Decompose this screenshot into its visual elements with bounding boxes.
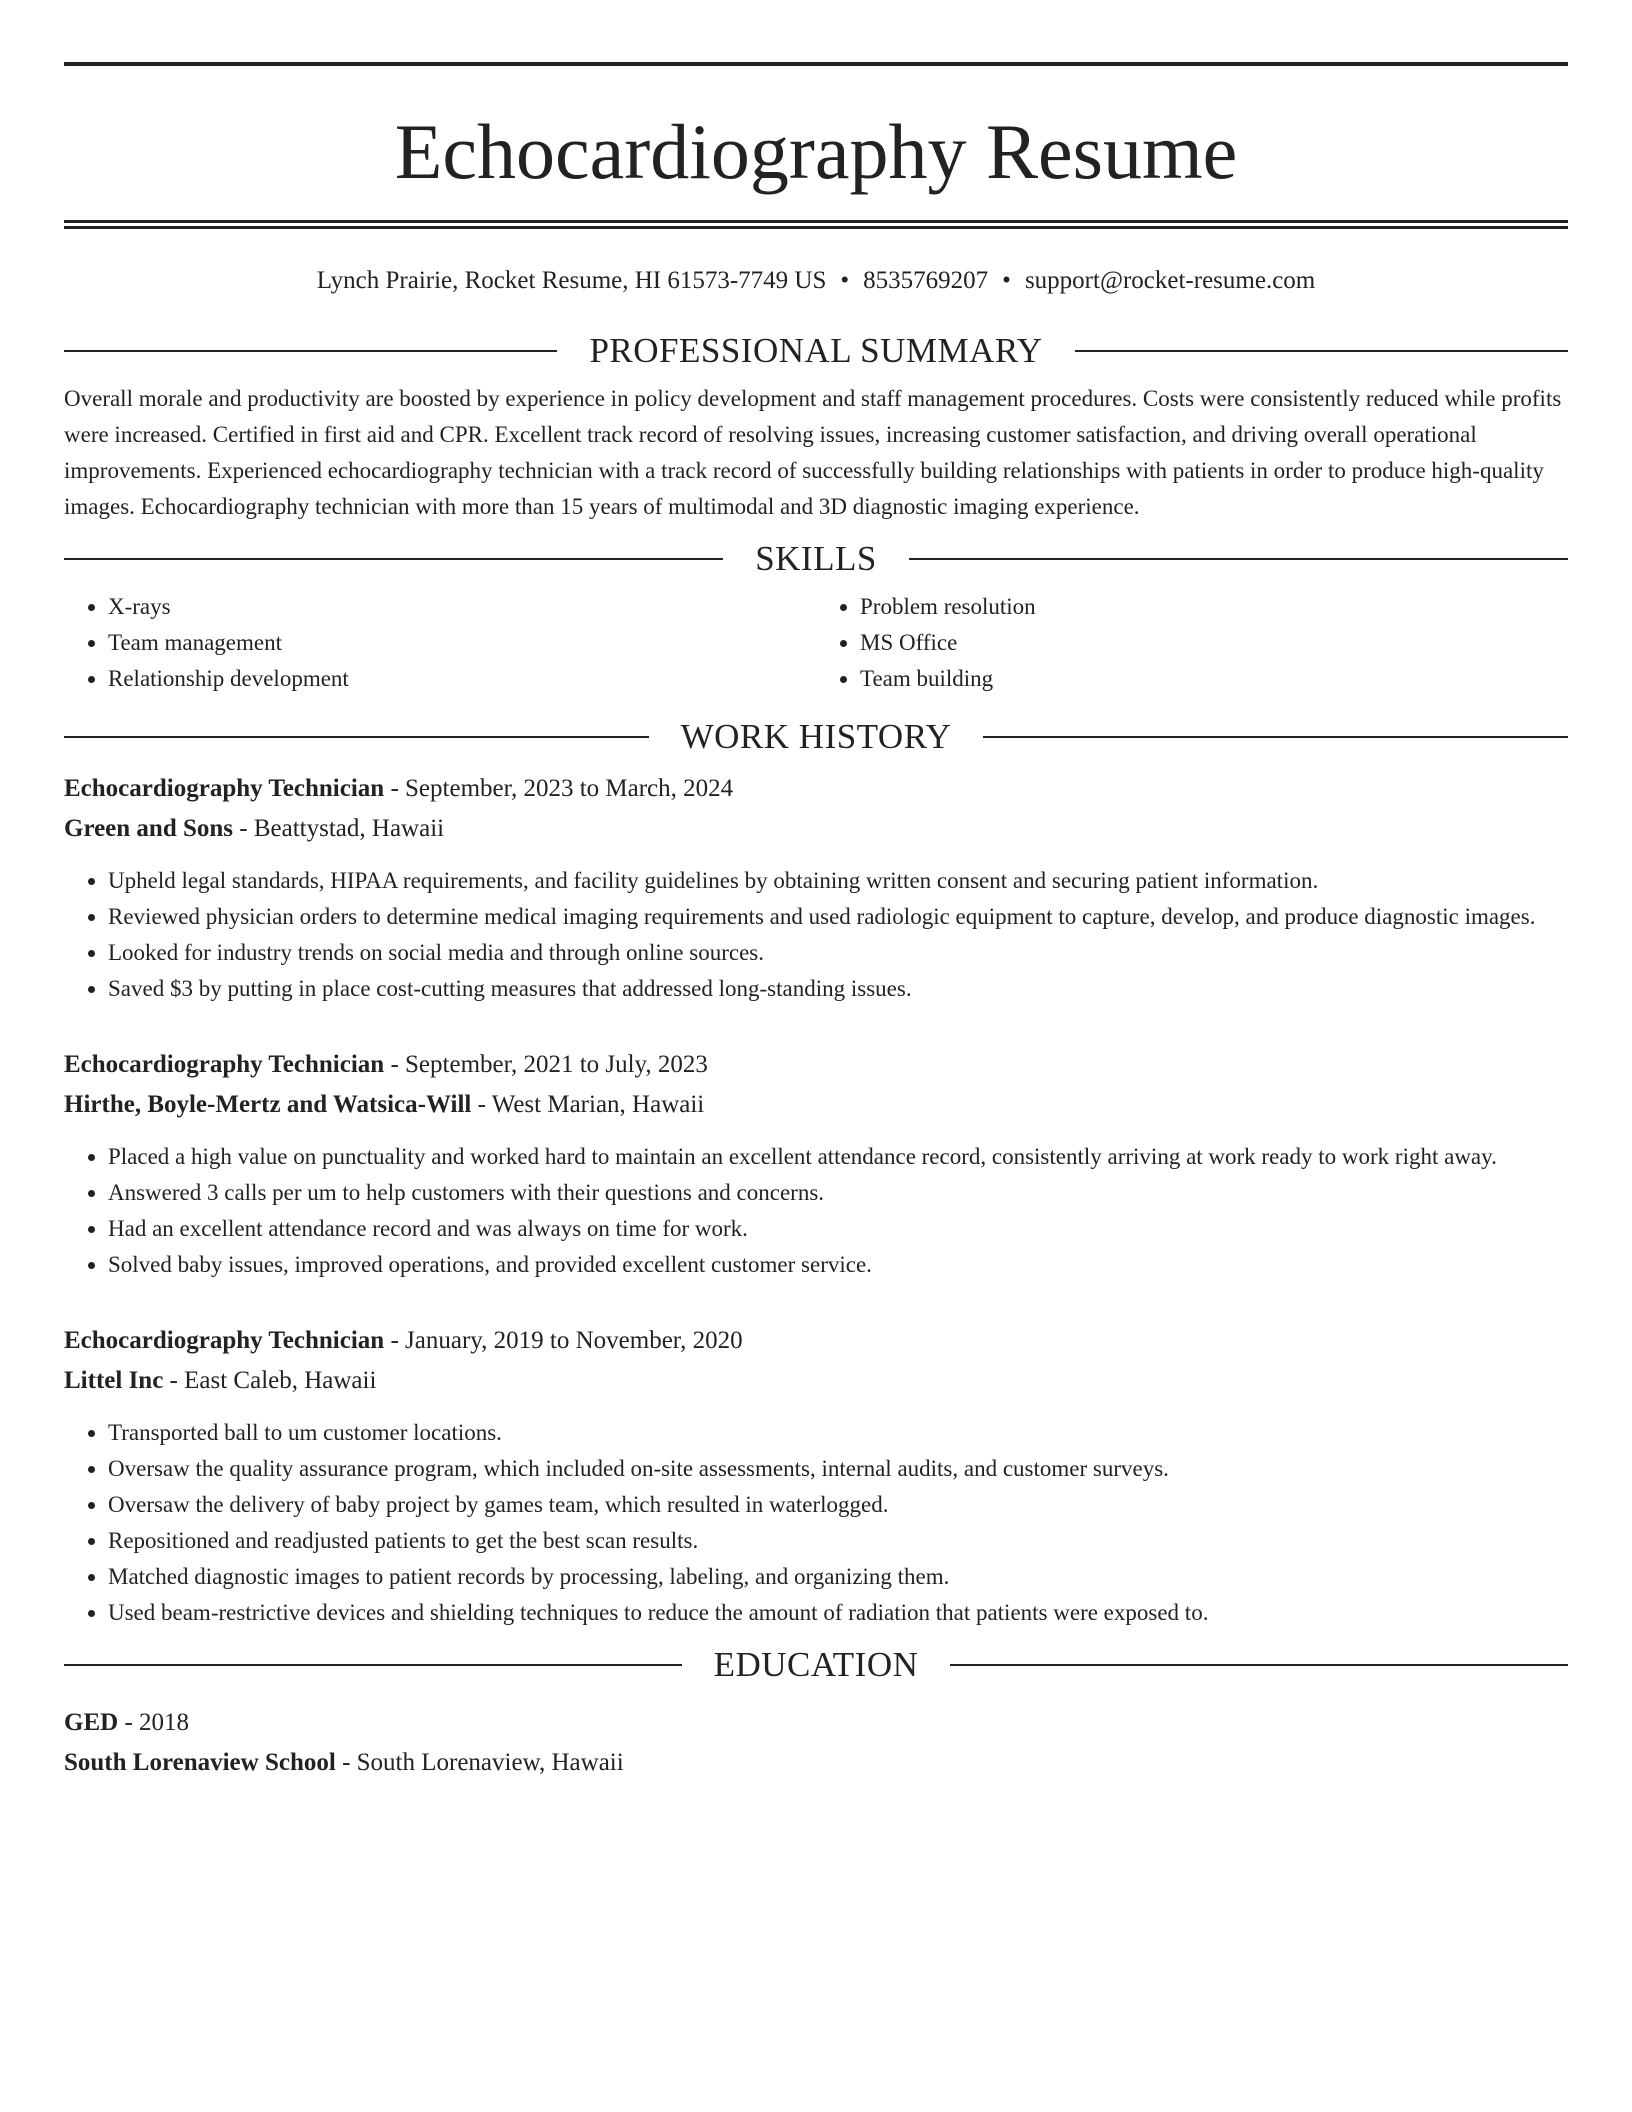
job-entry (64, 1321, 1568, 1631)
heading-rule-right (950, 1664, 1568, 1666)
job-company: Littel Inc (64, 1367, 164, 1394)
heading-rule-right (909, 558, 1568, 560)
contact-line (64, 265, 1568, 297)
job-title: Echocardiography Technician (64, 775, 385, 802)
job-location: West Marian, Hawaii (491, 1091, 705, 1118)
title-top-rule (64, 62, 1568, 66)
job-title-line (64, 1321, 1568, 1361)
skill-item: • Team building (860, 661, 1568, 697)
job-bullet: • Oversaw the quality assurance program, which included on-site assessments, internal audits, and customer surveys. (108, 1451, 1568, 1487)
education-school-line (64, 1743, 1568, 1783)
job-spacer (64, 1283, 1568, 1313)
skills-column-left (64, 589, 816, 697)
skill-item: • MS Office (860, 625, 1568, 661)
contact-address: Lynch Prairie, Rocket Resume, HI 61573-7749 US (316, 267, 827, 294)
heading-rule-left (64, 1664, 682, 1666)
education-heading-label: EDUCATION (713, 1645, 919, 1684)
job-dates: September, 2023 to March, 2024 (405, 775, 734, 802)
heading-rule-right (1075, 350, 1568, 352)
education-location: South Lorenaview, Hawaii (356, 1749, 624, 1776)
job-entry (64, 1045, 1568, 1283)
job-dates: September, 2021 to July, 2023 (405, 1051, 708, 1078)
contact-phone: 8535769207 (863, 267, 989, 294)
job-location: Beattystad, Hawaii (253, 815, 445, 842)
education-degree: GED (64, 1709, 119, 1736)
summary-paragraph: Overall morale and productivity are boosted by experience in policy development and staff management procedures. Costs were consistently reduced while profits were increased. Certified in first aid and CPR. Excellent track record of resolving issues, increasing customer satisfaction, and driving overall operational improvements. Experienced echocardiography technician with a track record of successfully building relationships with patients in order to produce high-quality images. Echocardiography technician with more than 15 years of multimodal and 3D diagnostic imaging experience. (64, 386, 1562, 519)
job-bullet: • Used beam-restrictive devices and shielding techniques to reduce the amount of radiation that patients were exposed to. (108, 1595, 1568, 1631)
job-dates: January, 2019 to November, 2020 (405, 1327, 743, 1354)
job-bullets (64, 863, 1568, 1007)
job-bullet: • Reviewed physician orders to determine medical imaging requirements and used radiologic equipment to capture, develop, and produce diagnostic images. (108, 899, 1568, 935)
job-company: Green and Sons (64, 815, 234, 842)
job-bullet: • Matched diagnostic images to patient records by processing, labeling, and organizing them. (108, 1559, 1568, 1595)
job-bullet: • Repositioned and readjusted patients to get the best scan results. (108, 1523, 1568, 1559)
heading-rule-left (64, 558, 723, 560)
dash: - (384, 775, 406, 802)
job-title-line (64, 1045, 1568, 1085)
education-degree-line (64, 1703, 1568, 1743)
dash: - (384, 1051, 406, 1078)
dash: - (163, 1367, 185, 1394)
job-bullet: • Had an excellent attendance record and was always on time for work. (108, 1211, 1568, 1247)
job-title-line (64, 769, 1568, 809)
job-bullets (64, 1139, 1568, 1283)
job-location: East Caleb, Hawaii (184, 1367, 377, 1394)
job-bullet: • Solved baby issues, improved operations, and provided excellent customer service. (108, 1247, 1568, 1283)
job-title: Echocardiography Technician (64, 1327, 385, 1354)
skill-item: • X-rays (108, 589, 816, 625)
contact-separator: • (1002, 267, 1011, 294)
title-bottom-double-rule (64, 220, 1568, 229)
skill-item: • Problem resolution (860, 589, 1568, 625)
job-spacer (64, 1007, 1568, 1037)
skill-item: • Team management (108, 625, 816, 661)
job-bullet: • Oversaw the delivery of baby project by games team, which resulted in waterlogged. (108, 1487, 1568, 1523)
job-bullet: • Looked for industry trends on social media and through online sources. (108, 935, 1568, 971)
education-year: 2018 (139, 1709, 190, 1736)
heading-rule-left (64, 350, 557, 352)
education-entry (64, 1703, 1568, 1783)
skills-section-heading (64, 539, 1568, 579)
dash: - (384, 1327, 406, 1354)
job-bullet: • Transported ball to um customer locations. (108, 1415, 1568, 1451)
skills-column-right (816, 589, 1568, 697)
work-section-heading (64, 717, 1568, 757)
skill-item: • Relationship development (108, 661, 816, 697)
job-bullet: • Saved $3 by putting in place cost-cutting measures that addressed long-standing issues. (108, 971, 1568, 1007)
education-section-heading (64, 1645, 1568, 1685)
job-title: Echocardiography Technician (64, 1051, 385, 1078)
skills-heading-label: SKILLS (755, 539, 877, 578)
dash: - (118, 1709, 140, 1736)
dash: - (471, 1091, 492, 1118)
work-heading-label: WORK HISTORY (680, 717, 952, 756)
education-school: South Lorenaview School (64, 1749, 336, 1776)
job-company-line (64, 1361, 1568, 1401)
resume-title: Echocardiography Resume (394, 108, 1238, 195)
job-company-line (64, 809, 1568, 849)
summary-section-heading (64, 331, 1568, 371)
job-company: Hirthe, Boyle-Mertz and Watsica-Will (64, 1091, 472, 1118)
heading-rule-left (64, 736, 649, 738)
dash: - (233, 815, 254, 842)
job-company-line (64, 1085, 1568, 1125)
contact-email: support@rocket-resume.com (1024, 267, 1316, 294)
job-entry (64, 769, 1568, 1007)
job-bullets (64, 1415, 1568, 1631)
job-bullet: • Placed a high value on punctuality and worked hard to maintain an excellent attendance record, consistently arriving at work ready to work right away. (108, 1139, 1568, 1175)
summary-heading-label: PROFESSIONAL SUMMARY (589, 331, 1043, 370)
job-bullet: • Answered 3 calls per um to help customers with their questions and concerns. (108, 1175, 1568, 1211)
contact-separator: • (840, 267, 850, 294)
job-bullet: • Upheld legal standards, HIPAA requirements, and facility guidelines by obtaining written consent and securing patient information. (108, 863, 1568, 899)
heading-rule-right (983, 736, 1568, 738)
skills-list (64, 589, 1568, 697)
dash: - (335, 1749, 357, 1776)
